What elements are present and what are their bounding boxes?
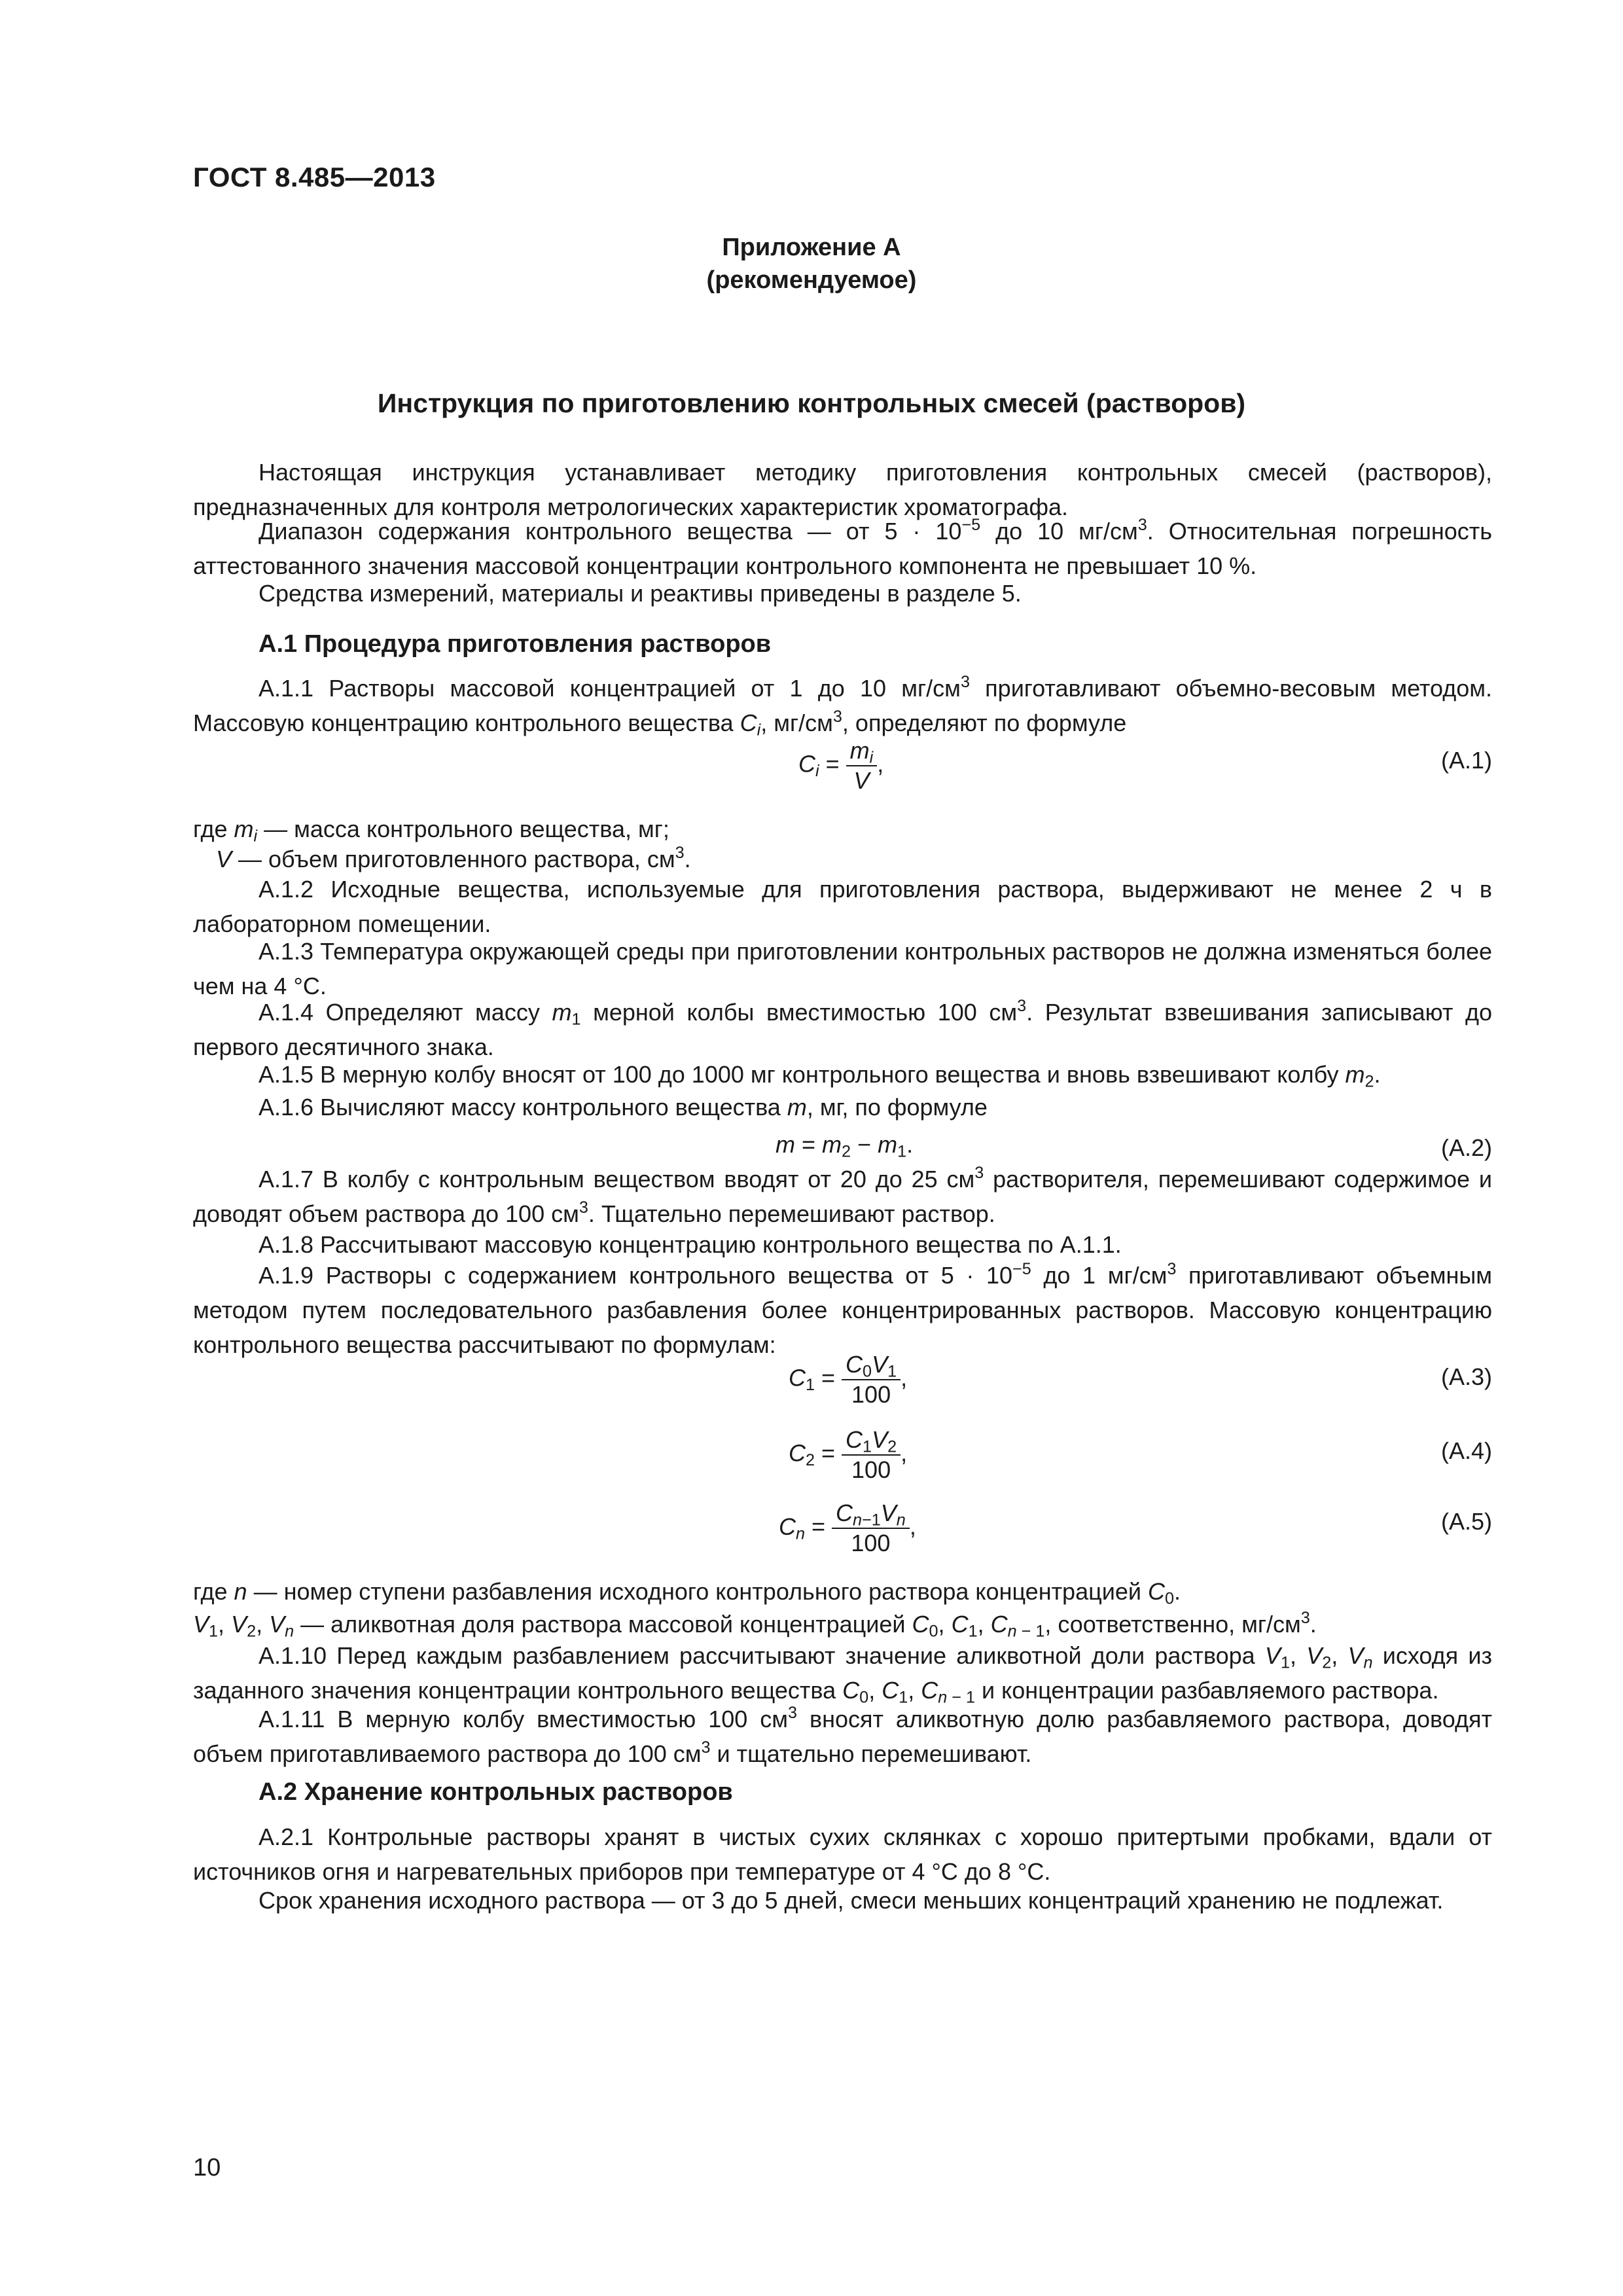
equation-number-a5: (А.5): [1440, 1508, 1492, 1535]
formula-a1: $C_i$ = $\frac{m_i}{V}$ ,: [798, 737, 884, 794]
clause-a1-2: А.1.2 Исходные вещества, используемые для приготовления раствора, выдерживают не менее 2 ч в лабораторном помещении.: [193, 876, 1492, 937]
clause-a1-4: А.1.4 Определяют массу $m_1$ мерной колбы вместимостью 100 $см^3$. Результат взвешивания записывают до первого десятичного знака.: [193, 997, 1493, 1060]
clause-a1-8: А.1.8 Рассчитывают массовую концентрацию контрольного вещества по А.1.1.: [259, 1231, 1122, 1258]
intro-paragraph-2: Диапазон содержания контрольного вещества — от $5 \cdot 10^{-5}$ до 10 $мг/см^3$. Относительная погрешность аттестованного значения массовой концентрации контрольного компонента не превышает 10 %.: [193, 516, 1493, 579]
appendix-status: (рекомендуемое): [706, 266, 917, 294]
equation-number-a1: (А.1): [1440, 747, 1492, 774]
equation-number-a3: (А.3): [1440, 1363, 1492, 1390]
clause-a1-6: А.1.6 Вычисляют массу контрольного вещества m, мг, по формуле: [259, 1094, 988, 1121]
clause-a2-1: А.2.1 Контрольные растворы хранят в чистых сухих склянках с хорошо притертыми пробками, вдали от источников огня и нагревательных приборов при температуре от 4 °С до 8 °С.: [193, 1823, 1492, 1885]
clause-a1-3: А.1.3 Температура окружающей среды при приготовлении контрольных растворов не должна изменяться более чем на 4 °С.: [193, 938, 1492, 999]
page-number: 10: [193, 2154, 221, 2181]
page-title: Инструкция по приготовлению контрольных смесей (растворов): [377, 388, 1246, 418]
clause-a1-7: А.1.7 В колбу с контрольным веществом вводят от 20 до 25 $см^3$ растворителя, перемешивают содержимое и доводят объем раствора до 100 $см^3$. Тщательно перемешивают раствор.: [193, 1164, 1492, 1227]
clause-a1-10: А.1.10 Перед каждым разбавлением рассчитывают значение аликвотной доли раствора $V_1$, $V_2$, $V_n$ исходя из заданного значения концентрации контрольного вещества $C_0$, $C_1$, $C_{n - 1}$ и концентрации разбавляемого раствора.: [193, 1642, 1492, 1707]
formula-a2: $m = m_2 - m_1$.: [776, 1131, 914, 1161]
clause-a1-5: А.1.5 В мерную колбу вносят от 100 до 1000 мг контрольного вещества и вновь взвешивают колбу $m_2$.: [259, 1061, 1381, 1091]
intro-paragraph-1: Настоящая инструкция устанавливает методику приготовления контрольных смесей (растворов), предназначенных для контроля метрологических характеристик хроматографа.: [193, 459, 1492, 520]
document-code: ГОСТ 8.485—2013: [193, 162, 436, 192]
clause-a1-1: А.1.1 Растворы массовой концентрацией от 1 до 10 $мг/см^3$ приготавливают объемно-весовым методом. Массовую концентрацию контрольного вещества $C_i$, $мг/см^3$, определяют по формуле: [193, 673, 1492, 740]
clause-a2-storage-term: Срок хранения исходного раствора — от 3 до 5 дней, смеси меньших концентраций хранению не подлежат.: [259, 1887, 1444, 1914]
formula-a4: $C_2$ = $\frac{C_1V_2}{100}$ ,: [789, 1426, 908, 1483]
formula-a3: $C_1$ = $\frac{C_0V_1}{100}$ ,: [789, 1351, 908, 1408]
section-a1-heading: А.1 Процедура приготовления растворов: [259, 630, 772, 658]
equation-number-a2: (А.2): [1440, 1134, 1492, 1161]
formula-a5: $C_n$ = $\frac{C_{n-1}V_n}{100}$ ,: [779, 1499, 916, 1556]
equation-number-a4: (А.4): [1440, 1437, 1492, 1464]
clause-a1-11: А.1.11 В мерную колбу вместимостью 100 $см^3$ вносят аликвотную долю разбавляемого раствора, доводят объем приготавливаемого раствора до 100 $см^3$ и тщательно перемешивают.: [193, 1704, 1492, 1767]
where-v-aliquot: $V_1$, $V_2$, $V_n$ — аликвотная доля раствора массовой концентрацией $C_0$, $C_1$, $C_{n - 1}$, соответственно, $мг/см^3$.: [193, 1609, 1317, 1641]
where-v: V — объем приготовленного раствора, $см^3$.: [216, 844, 691, 872]
appendix-title: Приложение А: [722, 234, 901, 261]
section-a2-heading: А.2 Хранение контрольных растворов: [259, 1778, 733, 1806]
clause-a1-9: А.1.9 Растворы с содержанием контрольного вещества от $5 \cdot 10^{-5}$ до 1 $мг/см^3$ приготавливают объемным методом путем последовательного разбавления более концентрированных растворов. Массовую концентрацию контрольного вещества рассчитывают по формулам:: [193, 1260, 1492, 1358]
intro-paragraph-3: Средства измерений, материалы и реактивы приведены в разделе 5.: [259, 580, 1022, 607]
where-m-i: где $m_i$ — масса контрольного вещества, мг;: [193, 816, 669, 846]
where-n: где n — номер ступени разбавления исходного контрольного раствора концентрацией $C_0$.: [193, 1578, 1181, 1608]
